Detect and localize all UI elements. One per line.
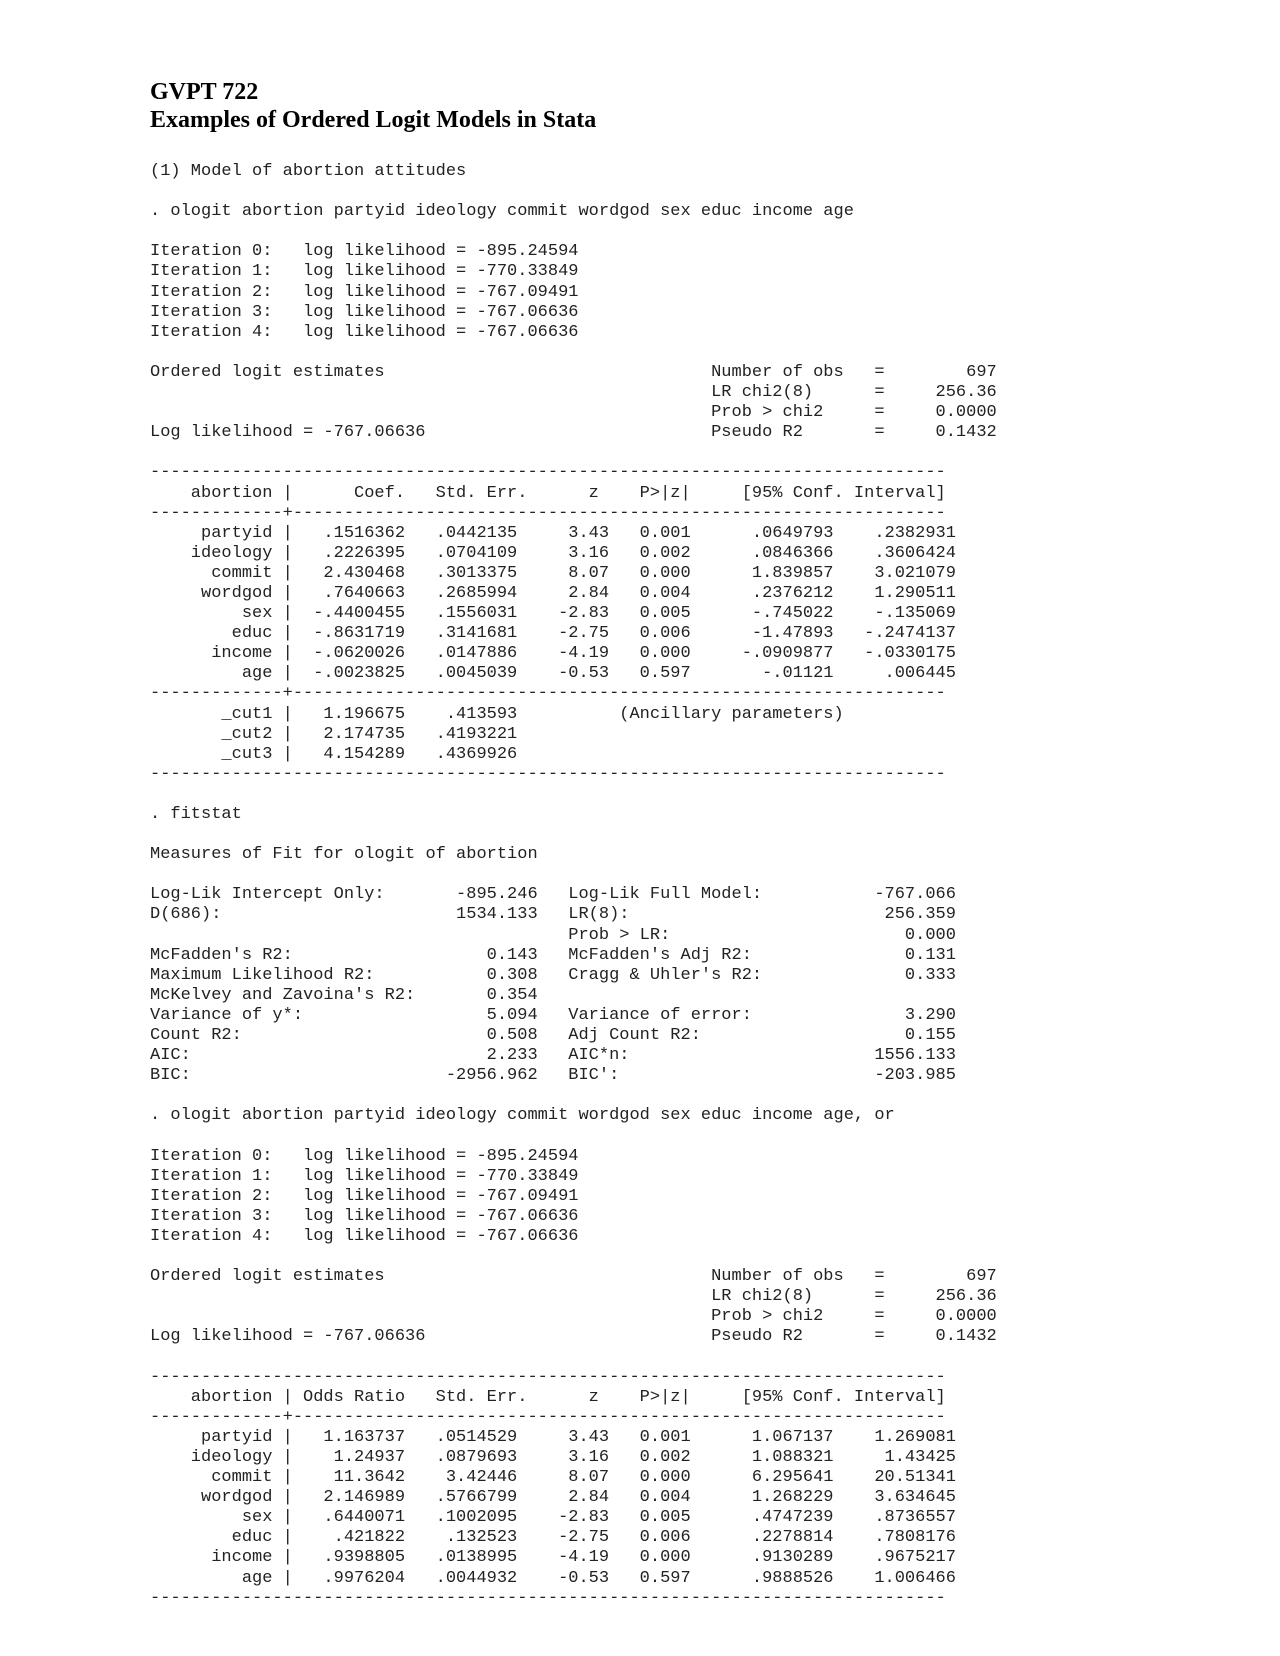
output-line: income | .9398805 .0138995 -4.19 0.000 .9130289 .9675217 xyxy=(150,1548,956,1568)
output-line: Log likelihood = -767.06636 Pseudo R2 = 0.1432 xyxy=(150,1327,997,1347)
output-line: Prob > chi2 = 0.0000 xyxy=(150,403,997,423)
output-line: partyid | .1516362 .0442135 3.43 0.001 .0649793 .2382931 xyxy=(150,523,956,543)
output-line: Log-Lik Intercept Only: -895.246 Log-Lik Full Model: -767.066 xyxy=(150,885,956,905)
output-line: Count R2: 0.508 Adj Count R2: 0.155 xyxy=(150,1026,956,1046)
output-line: ideology | 1.24937 .0879693 3.16 0.002 1.088321 1.43425 xyxy=(150,1448,956,1467)
output-line: Iteration 3: log likelihood = -767.06636 xyxy=(150,1206,579,1226)
output-line: Iteration 2: log likelihood = -767.09491 xyxy=(150,282,579,302)
output-line: ideology | .2226395 .0704109 3.16 0.002 .0846366 .3606424 xyxy=(150,543,956,563)
output-line: AIC: 2.233 AIC*n: 1556.133 xyxy=(150,1046,956,1066)
output-line: Iteration 0: log likelihood = -895.24594 xyxy=(150,242,579,262)
output-line: _cut2 | 2.174735 .4193221 xyxy=(150,724,518,744)
output-line: Iteration 0: log likelihood = -895.24594 xyxy=(150,1146,579,1166)
output-line: commit | 2.430468 .3013375 8.07 0.000 1.839857 3.021079 xyxy=(150,563,956,583)
output-line: BIC: -2956.962 BIC': -203.985 xyxy=(150,1066,956,1086)
output-line: income | -.0620026 .0147886 -4.19 0.000 -.0909877 -.0330175 xyxy=(150,644,956,664)
output-line: Prob > LR: 0.000 xyxy=(150,925,956,945)
output-line: Iteration 1: log likelihood = -770.33849 xyxy=(150,1166,579,1186)
output-line: Variance of y*: 5.094 Variance of error: 3.290 xyxy=(150,1005,956,1025)
output-line: . fitstat xyxy=(150,805,242,824)
output-line: McKelvey and Zavoina's R2: 0.354 xyxy=(150,985,538,1005)
page-title: Examples of Ordered Logit Models in Stata xyxy=(150,107,597,133)
output-line: _cut3 | 4.154289 .4369926 xyxy=(150,744,518,764)
output-line: LR chi2(8) = 256.36 xyxy=(150,383,997,403)
output-line: age | .9976204 .0044932 -0.53 0.597 .9888526 1.006466 xyxy=(150,1568,956,1588)
output-line: abortion | Odds Ratio Std. Err. z P>|z| [95% Conf. Interval] xyxy=(150,1387,946,1407)
output-line: Measures of Fit for ologit of abortion xyxy=(150,845,538,865)
stata-output xyxy=(150,162,997,1609)
output-line: Iteration 2: log likelihood = -767.09491 xyxy=(150,1186,579,1206)
output-line: ------------------------------------------------------------------------------ xyxy=(150,463,946,483)
output-line: -------------+---------------------------------------------------------------- xyxy=(150,503,946,523)
output-line: McFadden's R2: 0.143 McFadden's Adj R2: 0.131 xyxy=(150,945,956,965)
output-line: Ordered logit estimates Number of obs = 697 xyxy=(150,1267,997,1287)
output-line: educ | -.8631719 .3141681 -2.75 0.006 -1.47893 -.2474137 xyxy=(150,624,956,644)
output-line: ------------------------------------------------------------------------------ xyxy=(150,1588,946,1608)
output-line: sex | .6440071 .1002095 -2.83 0.005 .4747239 .8736557 xyxy=(150,1508,956,1528)
output-line: Prob > chi2 = 0.0000 xyxy=(150,1307,997,1327)
output-line: wordgod | 2.146989 .5766799 2.84 0.004 1.268229 3.634645 xyxy=(150,1488,956,1508)
output-line: ------------------------------------------------------------------------------ xyxy=(150,1367,946,1387)
output-line: educ | .421822 .132523 -2.75 0.006 .2278814 .7808176 xyxy=(150,1528,956,1548)
output-line: Maximum Likelihood R2: 0.308 Cragg & Uhler's R2: 0.333 xyxy=(150,965,956,985)
output-line: Iteration 3: log likelihood = -767.06636 xyxy=(150,302,579,322)
output-line: LR chi2(8) = 256.36 xyxy=(150,1287,997,1307)
course-code: GVPT 722 xyxy=(150,79,259,105)
output-line: -------------+---------------------------------------------------------------- xyxy=(150,1407,946,1427)
output-line: -------------+---------------------------------------------------------------- xyxy=(150,684,946,704)
output-line: commit | 11.3642 3.42446 8.07 0.000 6.295641 20.51341 xyxy=(150,1468,956,1488)
output-line: partyid | 1.163737 .0514529 3.43 0.001 1.067137 1.269081 xyxy=(150,1427,956,1447)
output-line: D(686): 1534.133 LR(8): 256.359 xyxy=(150,905,956,925)
output-line: . ologit abortion partyid ideology commit wordgod sex educ income age, or xyxy=(150,1106,895,1126)
output-line: ------------------------------------------------------------------------------ xyxy=(150,764,946,784)
output-line: _cut1 | 1.196675 .413593 (Ancillary parameters) xyxy=(150,704,844,724)
output-line: sex | -.4400455 .1556031 -2.83 0.005 -.745022 -.135069 xyxy=(150,604,956,624)
output-line: Ordered logit estimates Number of obs = 697 xyxy=(150,362,997,382)
output-line: age | -.0023825 .0045039 -0.53 0.597 -.01121 .006445 xyxy=(150,664,956,684)
document-header xyxy=(150,78,1250,134)
output-line: Iteration 1: log likelihood = -770.33849 xyxy=(150,262,579,282)
output-line: abortion | Coef. Std. Err. z P>|z| [95% Conf. Interval] xyxy=(150,483,946,503)
output-line: Log likelihood = -767.06636 Pseudo R2 = 0.1432 xyxy=(150,423,997,443)
output-line: Iteration 4: log likelihood = -767.06636 xyxy=(150,1226,579,1246)
output-line: wordgod | .7640663 .2685994 2.84 0.004 .2376212 1.290511 xyxy=(150,583,956,603)
output-line: (1) Model of abortion attitudes xyxy=(150,162,467,181)
output-line: . ologit abortion partyid ideology commit wordgod sex educ income age xyxy=(150,202,854,222)
output-line: Iteration 4: log likelihood = -767.06636 xyxy=(150,322,579,342)
